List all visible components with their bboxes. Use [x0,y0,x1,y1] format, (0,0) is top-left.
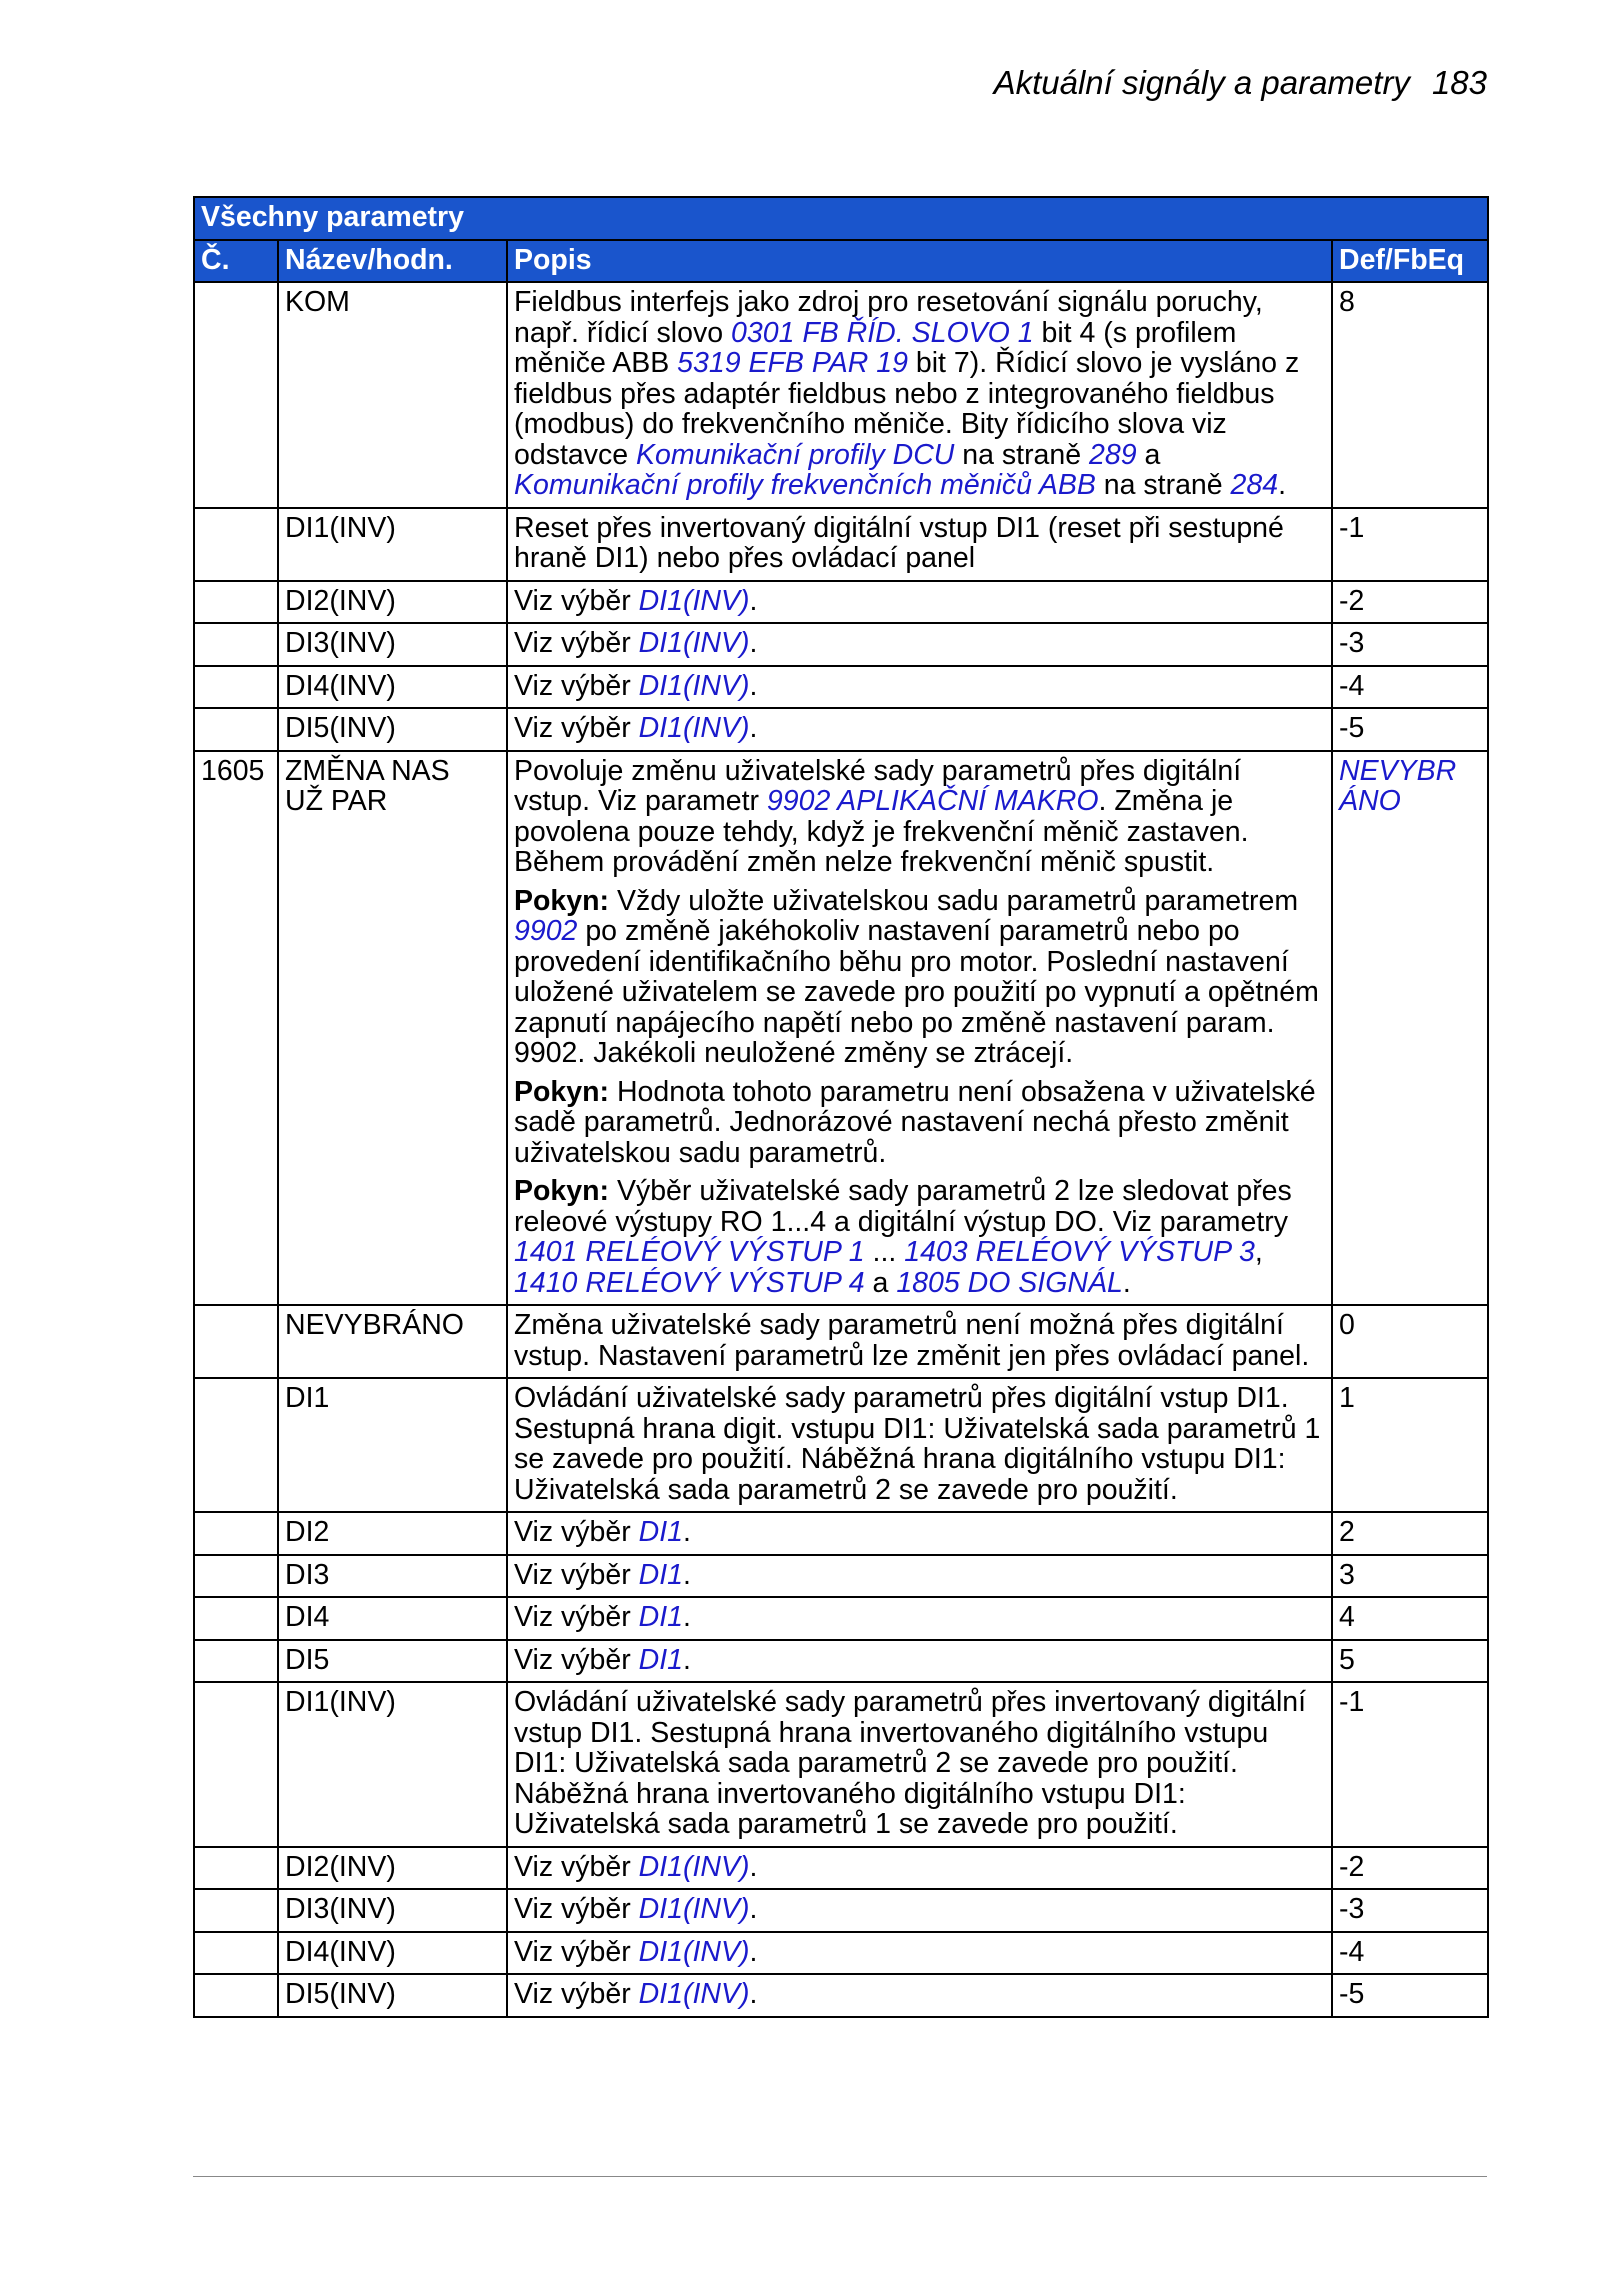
param-number [194,623,278,666]
cross-reference-link[interactable]: 289 [1089,438,1137,471]
value-name: DI2(INV) [278,581,507,624]
value-name: DI3(INV) [278,623,507,666]
value-fbeq: 1 [1332,1378,1488,1512]
param-number [194,1378,278,1512]
value-description [507,708,1332,751]
cross-reference-link[interactable]: DI1 [638,1558,683,1591]
table-row [194,581,1488,624]
cross-reference-link[interactable]: DI1(INV) [638,627,750,659]
description-text: . [749,584,758,617]
value-fbeq: -1 [1332,1682,1488,1847]
table-row [194,623,1488,666]
cross-reference-link[interactable]: DI1(INV) [638,1978,750,2010]
description-text: . [682,1643,691,1676]
table-row [194,666,1488,709]
param-number [194,1512,278,1555]
param-number [194,708,278,751]
value-description [507,623,1332,666]
param-name [278,751,507,1306]
col-header-def: Def/FbEq [1332,240,1488,283]
table-title: Všechny parametry [194,197,1488,240]
cross-reference-link[interactable]: 1805 DO SIGNÁL [896,1266,1123,1299]
value-description [507,1512,1332,1555]
value-description [507,1682,1332,1847]
description-text: Změna uživatelské sady parametrů není možná přes digitální vstup. Nastavení parametrů lze změnit jen přes ovládací panel. [514,1309,1310,1372]
value-description [507,1974,1332,2017]
description-text: Viz výběr [514,669,639,702]
value-description [507,1640,1332,1683]
description-text: Viz výběr [514,1516,639,1548]
value-name: DI4 [278,1597,507,1640]
param-number [194,1932,278,1975]
description-paragraph [514,1077,1325,1169]
table-row [194,1932,1488,1975]
param-number [194,581,278,624]
note-label: Pokyn: [514,1075,610,1108]
value-fbeq: -5 [1332,708,1488,751]
running-title: Aktuální signály a parametry [993,64,1410,101]
table-title-row [194,197,1488,240]
page-number: 183 [1431,64,1487,101]
value-description [507,1305,1332,1378]
table-row [194,1847,1488,1890]
description-text: . Změna je povolena pouze tehdy, když je frekvenční měnič zastaven. Během provádění změn nelze frekvenční měnič spustit. [514,785,1249,878]
description-text: . [749,1935,758,1968]
value-fbeq: 3 [1332,1555,1488,1598]
cross-reference-link[interactable]: 1403 RELÉOVÝ VÝSTUP 3 [904,1236,1255,1268]
param-default [1332,751,1488,1306]
value-description [507,1847,1332,1890]
table-row [194,1889,1488,1932]
description-paragraph [514,756,1325,878]
table-row [194,1512,1488,1555]
param-number [194,666,278,709]
description-paragraph [514,886,1325,1069]
param-number [194,1597,278,1640]
value-name: NEVYBRÁNO [278,1305,507,1378]
description-text: Viz výběr [514,1935,639,1968]
table-row [194,1555,1488,1598]
value-description [507,666,1332,709]
cross-reference-link[interactable]: DI1(INV) [638,669,750,702]
description-text: Viz výběr [514,1558,639,1591]
description-text: Viz výběr [514,1601,639,1633]
default-link[interactable]: ÁNO [1339,785,1401,817]
table-row [194,1682,1488,1847]
description-text: Viz výběr [514,1850,639,1883]
description-text: Ovládání uživatelské sady parametrů přes invertovaný digitální vstup DI1. Sestupná hrana invertovaného digitálního vstupu DI1: Uživatelská sada parametrů 2 se zavede pro použití. Náběžná hrana invertovaného digitálního vstupu DI1: Uživatelská sada parametrů 1 se zavede pro použití. [514,1686,1307,1840]
value-name: DI3 [278,1555,507,1598]
description-text: Povoluje změnu uživatelské sady parametrů přes digitální vstup. Viz parametr [514,754,1242,817]
footer-divider [193,2176,1487,2177]
description-text: na straně [1095,469,1231,501]
table-row [194,1378,1488,1512]
table-row [194,708,1488,751]
cross-reference-link[interactable]: 1401 RELÉOVÝ VÝSTUP 1 [514,1236,865,1268]
value-fbeq: 0 [1332,1305,1488,1378]
cross-reference-link[interactable]: DI1(INV) [638,584,750,617]
table-row [194,1597,1488,1640]
value-fbeq: 8 [1332,282,1488,508]
col-header-name: Název/hodn. [278,240,507,283]
description-text: Vždy uložte uživatelskou sadu parametrů parametrem [609,884,1299,917]
param-number [194,1847,278,1890]
description-text: . [682,1601,691,1633]
value-name: DI2 [278,1512,507,1555]
description-text: a [1136,438,1161,471]
default-link[interactable]: NEVYBR [1339,754,1457,787]
description-text: Viz výběr [514,1978,639,2010]
value-description [507,1378,1332,1512]
value-name: DI4(INV) [278,1932,507,1975]
value-description [507,1889,1332,1932]
col-header-no: Č. [194,240,278,283]
cross-reference-link[interactable]: 1410 RELÉOVÝ VÝSTUP 4 [514,1266,865,1299]
value-fbeq: -4 [1332,666,1488,709]
cross-reference-link[interactable]: DI1 [638,1643,683,1676]
cross-reference-link[interactable]: Komunikační profily frekvenčních měničů ABB [514,469,1096,501]
value-description [507,1555,1332,1598]
description-text: ... [864,1236,905,1268]
value-name: DI5(INV) [278,1974,507,2017]
description-text: Viz výběr [514,584,639,617]
value-fbeq: -3 [1332,1889,1488,1932]
cross-reference-link[interactable]: 0301 FB ŘÍD. SLOVO 1 [731,316,1034,349]
description-text: . [749,712,758,744]
param-number [194,1640,278,1683]
table-row [194,1974,1488,2017]
value-fbeq: 5 [1332,1640,1488,1683]
parameters-table [193,196,1489,2018]
description-text: Reset přes invertovaný digitální vstup DI1 (reset při sestupné hraně DI1) nebo přes ovládací panel [514,511,1284,574]
param-number [194,1974,278,2017]
param-description [507,751,1332,1306]
table-row [194,508,1488,581]
description-text: na straně [954,438,1090,471]
param-number [194,1305,278,1378]
description-text: . [749,627,758,659]
description-text: . [749,1893,758,1925]
note-label: Pokyn: [514,1175,610,1207]
value-name: DI3(INV) [278,1889,507,1932]
description-text: bit 4 (s profilem měniče ABB [514,316,1237,379]
cross-reference-link[interactable]: DI1 [638,1601,683,1633]
description-text: . [1278,469,1287,501]
note-label: Pokyn: [514,884,610,917]
value-fbeq: -2 [1332,1847,1488,1890]
description-text: , [1254,1236,1263,1268]
value-description [507,1932,1332,1975]
description-text: . [682,1516,691,1548]
param-number [194,508,278,581]
value-description [507,282,1332,508]
description-text: . [749,669,758,702]
description-text: Viz výběr [514,1643,639,1676]
table-row [194,1640,1488,1683]
description-text: Viz výběr [514,712,639,744]
value-fbeq: -1 [1332,508,1488,581]
value-name: DI1 [278,1378,507,1512]
cross-reference-link[interactable]: 284 [1230,469,1279,501]
value-description [507,581,1332,624]
value-name: DI5(INV) [278,708,507,751]
table-row [194,1305,1488,1378]
param-name-line: ZMĚNA NAS [285,754,450,787]
description-text: . [749,1850,758,1883]
value-description [507,1597,1332,1640]
cross-reference-link[interactable]: 9902 [514,915,578,947]
cross-reference-link[interactable]: DI1(INV) [638,1850,750,1883]
cross-reference-link[interactable]: Komunikační profily DCU [636,438,955,471]
cross-reference-link[interactable]: DI1 [638,1516,683,1548]
param-number [194,1682,278,1847]
description-text: Fieldbus interfejs jako zdroj pro resetování signálu poruchy, např. řídicí slovo [514,286,1263,349]
value-fbeq: 4 [1332,1597,1488,1640]
value-name: KOM [278,282,507,508]
description-text: Viz výběr [514,1893,639,1925]
cross-reference-link[interactable]: DI1(INV) [638,1935,750,1968]
col-header-desc: Popis [507,240,1332,283]
table-row [194,282,1488,508]
description-text: Ovládání uživatelské sady parametrů přes digitální vstup DI1. Sestupná hrana digit. vstupu DI1: Uživatelská sada parametrů 1 se zavede pro použití. Náběžná hrana digitálního vstupu DI1: Uživatelská sada parametrů 2 se zavede pro použití. [514,1382,1321,1506]
param-number: 1605 [194,751,278,1306]
description-text: po změně jakéhokoliv nastavení parametrů nebo po provedení identifikačního běhu pro motor. Poslední nastavení uložené uživatelem se zavede pro použití po vypnutí a opětném zapnutí napájecího napětí nebo po změně nastavení param. 9902. Jakékoli neuložené změny se ztrácejí. [514,915,1319,1069]
param-number [194,282,278,508]
value-fbeq: -2 [1332,581,1488,624]
description-text: . [749,1978,758,2010]
param-number [194,1555,278,1598]
cross-reference-link[interactable]: DI1(INV) [638,712,750,744]
description-text: Viz výběr [514,627,639,659]
description-text: . [1122,1266,1131,1299]
value-name: DI5 [278,1640,507,1683]
param-number [194,1889,278,1932]
value-description [507,508,1332,581]
value-name: DI2(INV) [278,1847,507,1890]
cross-reference-link[interactable]: DI1(INV) [638,1893,750,1925]
cross-reference-link[interactable]: 5319 EFB PAR 19 [677,347,908,379]
description-text: . [682,1558,691,1591]
description-text: Výběr uživatelské sady parametrů 2 lze sledovat přes releové výstupy RO 1...4 a digitální výstup DO. Viz parametry [514,1175,1292,1238]
value-name: DI1(INV) [278,1682,507,1847]
description-text: bit 7). Řídicí slovo je vysláno z fieldbus přes adaptér fieldbus nebo z integrovaného fieldbus (modbus) do frekvenčního měniče. Bity řídicího slova viz odstavce [514,347,1300,471]
cross-reference-link[interactable]: 9902 APLIKAČNÍ MAKRO [766,785,1099,817]
value-fbeq: -4 [1332,1932,1488,1975]
value-fbeq: -5 [1332,1974,1488,2017]
value-name: DI1(INV) [278,508,507,581]
value-name: DI4(INV) [278,666,507,709]
description-text: a [864,1266,897,1299]
param-name-line: UŽ PAR [285,785,388,817]
table-header-row [194,240,1488,283]
description-text: Hodnota tohoto parametru není obsažena v uživatelské sadě parametrů. Jednorázové nastavení nechá přesto změnit uživatelskou sadu parametrů. [514,1075,1316,1169]
table-row-1605 [194,751,1488,1306]
value-fbeq: -3 [1332,623,1488,666]
description-paragraph [514,1176,1325,1298]
page-header [994,64,1487,102]
value-fbeq: 2 [1332,1512,1488,1555]
